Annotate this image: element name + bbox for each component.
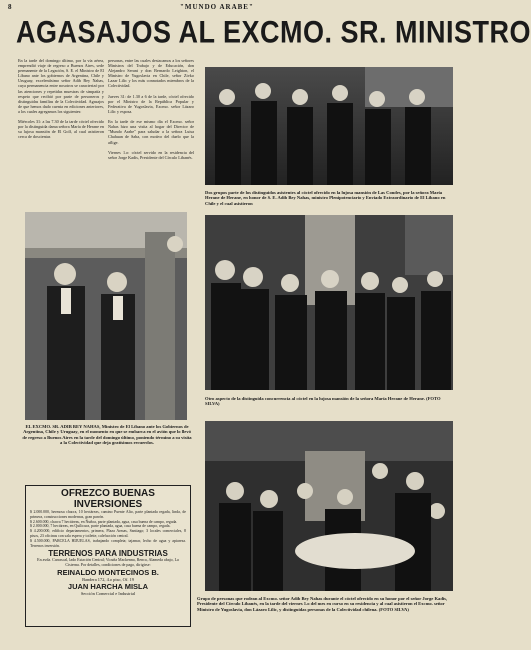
ad-address: Bandera 172, 4.o piso, Of. 19 bbox=[82, 576, 134, 582]
photo-cocktail-group-2 bbox=[205, 215, 453, 390]
photo-minister-boarding bbox=[25, 212, 187, 420]
caption-minister: EL EXCMO. SR. ADIB BEY NAHAS, Ministro de El Líbano ante los Gobiernos de Argentina, Chile y Uruguay, en el momento en que se embarca en el avión que lo llevó de regreso a Buenos Aires en la tarde del domingo último, poniendo término a su visita a la Colectividad que deja gratísimos recuerdos. bbox=[22, 424, 192, 446]
publication-title: "MUNDO ARABE" bbox=[180, 3, 254, 11]
photo-cocktail-group-1 bbox=[205, 67, 453, 185]
ad-subheading: TERRENOS PARA INDUSTRIAS bbox=[48, 549, 168, 559]
photo-image bbox=[205, 421, 453, 591]
photo-image bbox=[205, 215, 453, 390]
photo-image bbox=[25, 212, 187, 420]
caption-middle-right: Otro aspecto de la distinguida concurrencia al cóctel en la lujosa mansión de la señora María Herane de Herane. (FOTO SILVA) bbox=[205, 396, 441, 407]
caption-bottom-right: Grupo de personas que rodean al Excmo. señor Adib Bey Nahas durante el cóctel ofrecido en su honor por el señor Jorge Kadis, Presidente del Círculo Libanés, en la tarde del viernes 1.o del mes en curso en su residencia y al cual asistieron el Excmo. señor Ministro de Yugoslavia, don Lázaro Lilic, y distinguidas personas de la Colectividad chilena. (FOTO SILVA) bbox=[197, 596, 448, 612]
ad-heading: OFREZCO BUENAS INVERSIONES bbox=[61, 488, 155, 510]
article-column-2: personas, entre las cuales destacamos a los señores Ministros del Trabajo y de Educación, don Alejandro Serani y don Bernardo Leighton, el Ministro de Yugoslavia en Chile, señor Zivko Lazar Lilic y los más connotados miembros de la Colectividad. Jueves 31: de 1.30 a 6 de la tarde, cóctel ofrecido por el Ministro de la República Popular y Federativa de Yugoslavia, Excmo. señor Lázaro Lilic y esposa. En la tarde de ese mismo día el Excmo. señor Nahas hizo una visita al hogar del Director de "Mundo Arabe" para saludar a la señora Luisa Chahuan de Saba, con motivo del duelo que la aflige. Viernes 1.o: cóctel servido en la residencia del señor Jorge Kadis, Presidente del Círculo Libanés. bbox=[108, 58, 194, 160]
article-column-1: En la tarde del domingo último, por la vía aérea, emprendió viaje de regreso a Buenos Aires, sede permanente de la Legación, S. E. el Ministro de El Líbano ante los gobiernos de Argentina, Chile y Uruguay, excelentísimo señor Adib Bey Nahas, cuya permanencia entre nosotros se caracterizó por las atenciones y repetidas muestras de simpatía y respeto que recibió por parte de personeros y distinguidas familias de la Colectividad. Agasajos de que hemos dado cuenta en ediciones anteriores, a los cuales agregamos los siguientes: Miércoles 31: a las 7.30 de la tarde cóctel ofrecido por la distinguida dama señora María de Herane en su lujosa mansión de El Golf, al cual asistieron cerca de doscientas bbox=[18, 58, 104, 140]
real-estate-ad bbox=[25, 485, 191, 627]
ad-contact-name: REINALDO MONTECINOS B. bbox=[57, 567, 159, 577]
ad-item: $ 4.500.000, PARCELA HIJUELAS, trabajando completa; tajamar, lecho de agua y apiaresa. Terrenos inversión. bbox=[30, 538, 186, 548]
ad-item: $ 2.000.000, hermosa chacra, 10 hectáreas, camino Puente Alto, parte plantada regada, linda, de primera, construcciones modernas, gran parrón. bbox=[30, 510, 186, 519]
ad-item: $ 4.200.000, edificio departamentos, primera, Plaza Armas, Santiago; 3 locales comerciales, 8 pisos, 23 oficinas con sala espera y toilette, calefacción central. bbox=[30, 529, 186, 538]
ad-description: En avda. Carrascal, lado Estación Central; Vicuña Mackenna, Renca, Alameda abajo, La Cisterna. Por detalles, condiciones de pago, dirigirse: bbox=[37, 557, 179, 568]
page-number: 8 bbox=[8, 3, 12, 11]
ad-item: $ 2.600.000, chacra 7 hectáreas, en Ñuñoa, parte plantada, agua, casa buena de campo, regada. bbox=[30, 519, 178, 524]
ad-contact-name-2: JUAN HARCHA MISLA bbox=[67, 581, 149, 591]
ad-section: Sección Comercial e Industrial bbox=[80, 590, 136, 596]
ad-item: $ 2.000.000, 7 hectáreas, en Quilicura, parte plantada, agua, casa buena de campo, regada. bbox=[30, 524, 171, 529]
photo-image bbox=[205, 67, 453, 185]
photo-kadis-cocktail bbox=[205, 421, 453, 591]
headline: AGASAJOS AL EXCMO. SR. MINISTRO bbox=[16, 14, 531, 50]
caption-top-right: Dos grupos parte de los distinguidos asistentes al cóctel ofrecido en la lujosa mansión de Las Condes, por la señora María Herane de Herane, en honor de S. E. Adib Bey Nahas, ministro Plenipotenciario y Enviado Extraordinario de El Líbano en Chile y el cual asistieron bbox=[205, 190, 446, 206]
